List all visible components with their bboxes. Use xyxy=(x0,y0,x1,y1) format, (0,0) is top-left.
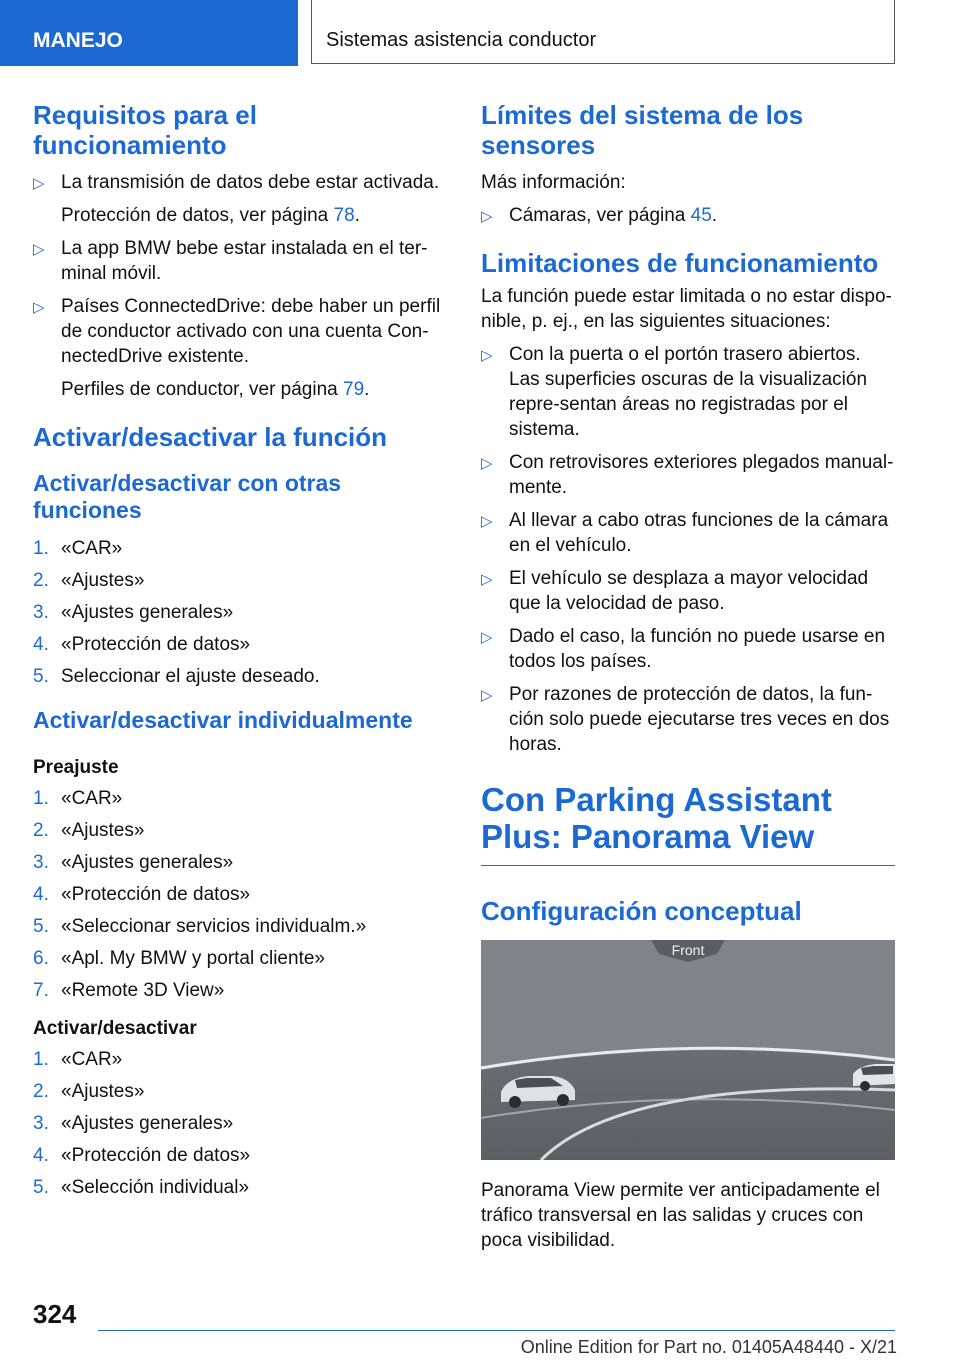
step-text: «Ajustes» xyxy=(61,820,145,841)
camera-view-illustration xyxy=(481,940,895,1160)
edition-note: Online Edition for Part no. 01405A48440 - X/21 xyxy=(520,1337,897,1357)
step-number: 3. xyxy=(33,852,49,873)
list-item xyxy=(481,566,895,616)
step-item xyxy=(33,1175,443,1200)
step-item xyxy=(33,536,443,561)
list-item xyxy=(481,450,895,500)
triangle-bullet-icon: ▷ xyxy=(481,629,493,646)
more-info: Más información: xyxy=(481,172,626,193)
step-number: 1. xyxy=(33,538,49,559)
list-item: ▷ La transmisión de datos debe estar activada. xyxy=(33,170,443,195)
step-number: 5. xyxy=(33,1177,49,1198)
step-number: 4. xyxy=(33,634,49,655)
list-item: ▷ Países ConnectedDrive: debe haber un perfil de conductor activado con una cuenta Con‐nectedDrive existente. xyxy=(33,296,441,367)
parking-heading: Con Parking Assistant Plus: Panorama View xyxy=(481,781,832,855)
step-item xyxy=(33,818,443,843)
step-text: «CAR» xyxy=(61,1049,123,1070)
step-number: 1. xyxy=(33,1049,49,1070)
step-text: «Ajustes generales» xyxy=(61,602,234,623)
step-item xyxy=(33,1047,443,1072)
step-number: 2. xyxy=(33,570,49,591)
page-link[interactable]: 45 xyxy=(690,205,712,226)
toggle-steps-list xyxy=(33,1047,443,1200)
preset-heading: Preajuste xyxy=(33,757,119,778)
list-item xyxy=(481,342,895,442)
list-item xyxy=(481,624,895,674)
step-number: 7. xyxy=(33,980,49,1001)
step-text: «Selección individual» xyxy=(61,1177,250,1198)
step-text: «Ajustes» xyxy=(61,1081,145,1102)
triangle-bullet-icon: ▷ xyxy=(33,175,45,192)
triangle-bullet-icon: ▷ xyxy=(481,513,493,530)
reference: Perfiles de conductor, ver página 79. xyxy=(61,379,370,400)
step-text: «Seleccionar servicios individualm.» xyxy=(61,916,367,937)
step-number: 1. xyxy=(33,788,49,809)
list-item xyxy=(481,508,895,558)
list-item-text: El vehículo se desplaza a mayor velocidad que la velocidad de paso. xyxy=(509,568,869,614)
step-item xyxy=(33,568,443,593)
footer-divider xyxy=(98,1330,895,1331)
step-item xyxy=(33,850,443,875)
step-text: «Protección de datos» xyxy=(61,634,251,655)
other-functions-heading: Activar/desactivar con otras funciones xyxy=(33,470,342,523)
step-text: «Protección de datos» xyxy=(61,1145,251,1166)
left-column xyxy=(33,100,443,1207)
toggle-heading: Activar/desactivar xyxy=(33,1018,197,1039)
step-text: «Ajustes generales» xyxy=(61,852,234,873)
step-item xyxy=(33,600,443,625)
step-item xyxy=(33,946,443,971)
step-number: 3. xyxy=(33,602,49,623)
triangle-bullet-icon: ▷ xyxy=(481,571,493,588)
front-label: Front xyxy=(671,942,705,958)
step-text: «CAR» xyxy=(61,538,123,559)
chapter-title: Sistemas asistencia conductor xyxy=(311,0,895,64)
page-link[interactable]: 78 xyxy=(333,205,355,226)
step-item xyxy=(33,978,443,1003)
step-text: «Ajustes generales» xyxy=(61,1113,234,1134)
step-number: 4. xyxy=(33,1145,49,1166)
step-item xyxy=(33,632,443,657)
list-item: ▷ La app BMW bebe estar instalada en el ter‐minal móvil. xyxy=(33,238,428,284)
activate-heading: Activar/desactivar la función xyxy=(33,422,388,452)
step-text: «Protección de datos» xyxy=(61,884,251,905)
step-number: 2. xyxy=(33,1081,49,1102)
step-item xyxy=(33,1079,443,1104)
individual-heading: Activar/desactivar individualmente xyxy=(33,707,413,733)
step-item xyxy=(33,786,443,811)
list-item-text: Por razones de protección de datos, la fun‐ción solo puede ejecutarse tres veces en dos horas. xyxy=(509,684,890,755)
list-item: ▷ Cámaras, ver página 45. xyxy=(481,203,895,228)
step-text: «CAR» xyxy=(61,788,123,809)
triangle-bullet-icon: ▷ xyxy=(481,347,493,364)
step-item xyxy=(33,914,443,939)
page-link[interactable]: 79 xyxy=(343,379,365,400)
list-item-text: Con la puerta o el portón trasero abiertos. Las superficies oscuras de la visualización repre‐sentan áreas no registradas por el sistema. xyxy=(509,344,868,440)
step-number: 3. xyxy=(33,1113,49,1134)
list-item-text: Al llevar a cabo otras funciones de la cámara en el vehículo. xyxy=(509,510,889,556)
step-number: 2. xyxy=(33,820,49,841)
step-number: 4. xyxy=(33,884,49,905)
triangle-bullet-icon: ▷ xyxy=(33,299,45,316)
step-text: Seleccionar el ajuste deseado. xyxy=(61,666,320,687)
right-column xyxy=(481,100,895,1261)
panorama-view-image xyxy=(481,940,895,1160)
divider xyxy=(481,865,895,866)
step-item xyxy=(33,664,443,689)
section-tab: MANEJO xyxy=(0,0,298,66)
triangle-bullet-icon: ▷ xyxy=(33,241,45,258)
limitations-intro: La función puede estar limitada o no estar dispo‐nible, p. ej., en las siguientes situaciones: xyxy=(481,286,892,332)
image-caption: Panorama View permite ver anticipadamente el tráfico transversal en las salidas y cruces con poca visibilidad. xyxy=(481,1180,880,1251)
step-text: «Remote 3D View» xyxy=(61,980,225,1001)
step-number: 6. xyxy=(33,948,49,969)
list-item-text: Con retrovisores exteriores plegados manual‐mente. xyxy=(509,452,894,498)
preset-steps-list xyxy=(33,786,443,1003)
concept-heading: Configuración conceptual xyxy=(481,896,802,926)
limitations-heading: Limitaciones de funcionamiento xyxy=(481,248,879,278)
step-text: «Apl. My BMW y portal cliente» xyxy=(61,948,325,969)
step-item xyxy=(33,882,443,907)
step-number: 5. xyxy=(33,666,49,687)
step-item xyxy=(33,1143,443,1168)
other-steps-list xyxy=(33,536,443,689)
triangle-bullet-icon: ▷ xyxy=(481,687,493,704)
triangle-bullet-icon: ▷ xyxy=(481,208,493,225)
triangle-bullet-icon: ▷ xyxy=(481,455,493,472)
limitations-list xyxy=(481,342,895,757)
list-item-text: Dado el caso, la función no puede usarse en todos los países. xyxy=(509,626,886,672)
step-item xyxy=(33,1111,443,1136)
list-item xyxy=(481,682,895,757)
requirements-heading: Requisitos para el funcionamiento xyxy=(33,100,257,160)
reference: Protección de datos, ver página 78. xyxy=(61,205,360,226)
page-number: 324 xyxy=(33,1299,77,1329)
step-text: «Ajustes» xyxy=(61,570,145,591)
step-number: 5. xyxy=(33,916,49,937)
limits-heading: Límites del sistema de los sensores xyxy=(481,100,804,160)
